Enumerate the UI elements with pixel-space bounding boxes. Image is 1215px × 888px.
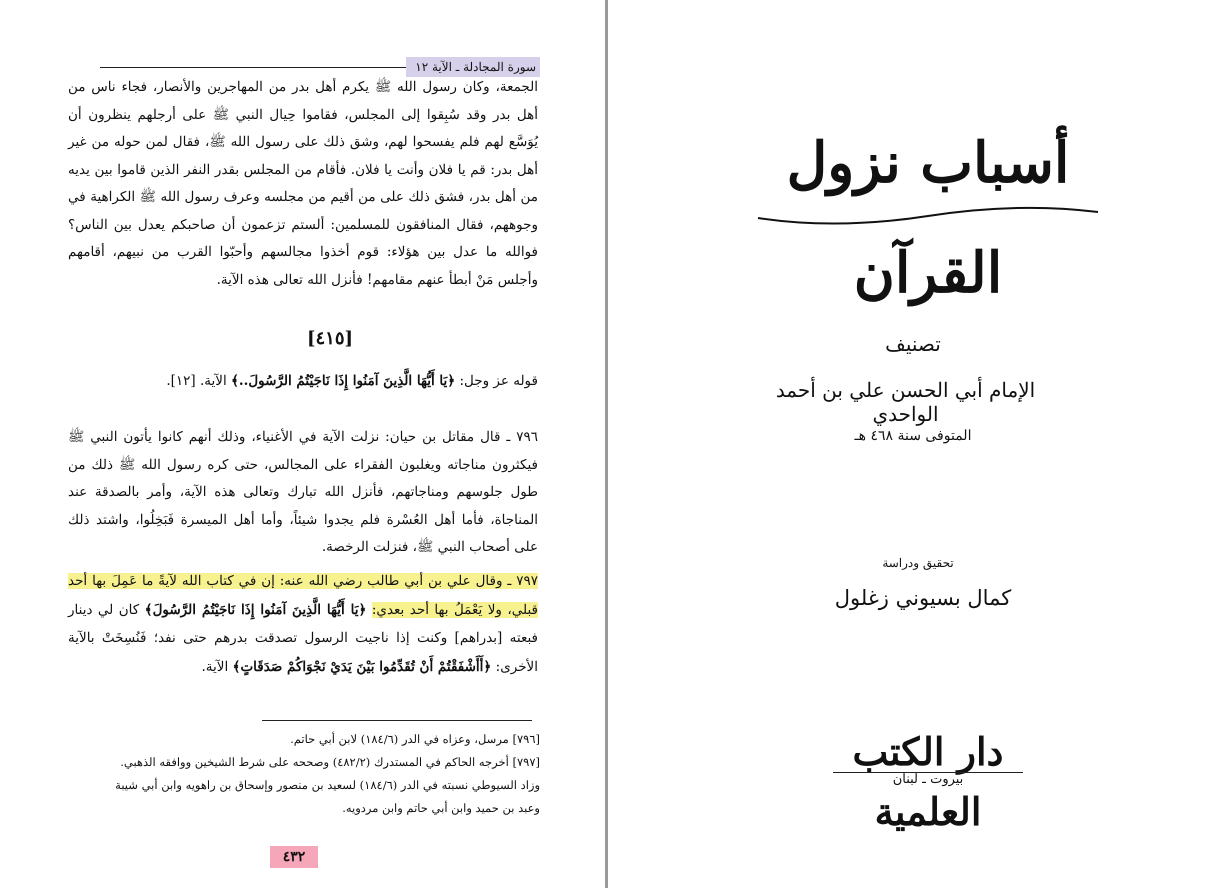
running-head: سورة المجادلة ـ الآية ١٢ xyxy=(406,57,540,77)
taalif-label: تصنيف xyxy=(885,332,941,356)
author-death-date: المتوفى سنة ٤٦٨ هـ xyxy=(854,428,972,444)
verse-2: ﴿أَأَشْفَقْتُمْ أَنْ تُقَدِّمُوا بَيْنَ يَدَيْ نَجْوَاكُمْ صَدَقَاتٍ﴾ xyxy=(232,658,492,675)
left-page xyxy=(0,0,606,888)
author-name: الإمام أبي الحسن علي بن أحمد الواحدي xyxy=(775,378,1036,426)
quote-prefix: قوله عز وجل: xyxy=(459,373,538,389)
narration-796-text: ٧٩٦ ـ قال مقاتل بن حيان: نزلت الآية في الأغنياء، وذلك أنهم كانوا يأتون النبي ﷺ فيكثرون مناجاته ويغلبون الفقراء على المجالس، حتى كره رسول الله ﷺ ذلك من طول جلوسهم ومناجاتهم، فأنزل الله تبارك وتعالى هذه الآية، وأمر بالصدقة عند المناجاة، فأما أهل العُسْرة فلم يجدوا شيئاً، وأما أهل الميسرة فَبَخِلُوا، واشتد ذلك على أصحاب النبي ﷺ، فنزلت الرخصة. xyxy=(68,429,538,555)
footnote-797-cont: وزاد السيوطي نسبته في الدر (١٨٤/٦) لسعيد بن منصور وإسحاق بن راهويه وابن أبي شيبة xyxy=(115,778,540,792)
footnote-797: [٧٩٧] أخرجه الحاكم في المستدرك (٤٨٢/٢) وصححه على شرط الشيخين ووافقه الذهبي. xyxy=(120,755,540,769)
footnote-rule xyxy=(262,720,532,721)
publisher-city: بيروت ـ لبنان xyxy=(892,772,964,787)
section-heading: [٤١٥] xyxy=(306,328,354,349)
narration-797 xyxy=(68,567,538,681)
page-number: ٤٣٢ xyxy=(270,846,318,868)
right-page xyxy=(608,0,1215,888)
highlighted-passage: ٧٩٧ ـ وقال علي بن أبي طالب رضي الله عنه: إن في كتاب الله لآيةً ما عَمِلَ بها أحد قبلي، ولا يَعْمَلُ بها أحد بعدي: xyxy=(68,573,538,618)
narration-797-text xyxy=(68,567,538,681)
quote-paragraph xyxy=(68,368,538,396)
footnote-796: [٧٩٦] مرسل، وعزاه في الدر (١٨٤/٦) لابن أبي حاتم. xyxy=(290,732,540,746)
intro-text: الجمعة، وكان رسول الله ﷺ يكرم أهل بدر من المهاجرين والأنصار، فجاء ناس من أهل بدر وقد سُبِقوا إلى المجلس، فقاموا حِيال النبي ﷺ على أرجلهم ينظرون أن يُوَسَّع لهم فلم يفسحوا لهم، وشق ذلك على رسول الله ﷺ، فقال لمن حوله من غير أهل بدر: قم يا فلان وأنت يا فلان. فأقام من المجلس بقدر النفر الذين قاموا بين يديه من أهل بدر، فشق ذلك على من أقيم من مجلسه وعرف رسول الله ﷺ الكراهية في وجوههم، فقال المنافقون للمسلمين: ألستم تزعمون أن صاحبكم يعدل بين الناس؟ فوالله ما عدل بين هؤلاء: قوم أخذوا مجالسهم وأحبّوا القرب من نبيهم، أقامهم وأجلس مَنْ أبطأ عنهم مقامهم! فأنزل الله تعالى هذه الآية. xyxy=(68,79,538,288)
footnotes xyxy=(62,728,540,820)
tahqiq-label: تحقيق ودراسة xyxy=(882,556,954,570)
publisher-logo: دار الكتب العلمية xyxy=(852,729,1004,834)
title-flourish-icon xyxy=(748,200,1108,230)
quote-line xyxy=(68,368,538,396)
footnote-797-cont2: وعبد بن حميد وابن أبي حاتم وابن مردويه. xyxy=(342,801,540,815)
quote-suffix: الآية. [١٢]. xyxy=(166,373,227,389)
verse-1: ﴿يَا أَيُّهَا الَّذِينَ آمَنُوا إِذَا نَاجَيْتُمُ الرَّسُولَ﴾ xyxy=(144,601,367,618)
narration-796 xyxy=(68,424,538,562)
intro-paragraph xyxy=(68,74,538,294)
narration-797-end: الآية. xyxy=(201,658,229,675)
quote-verse: ﴿يَا أَيُّهَا الَّذِينَ آمَنُوا إِذَا نَاجَيْتُمُ الرَّسُولَ..﴾ xyxy=(231,373,456,389)
running-head-rule xyxy=(100,67,406,68)
narration-797-rest: كان لي دينار فبعته [بدراهم] وكنت إذا ناجيت الرسول تصدقت بدرهم حتى نفد؛ فَنُسِخَتْ بالآية الأخرى: xyxy=(68,601,538,675)
editor-name: كمال بسيوني زغلول xyxy=(834,586,1012,610)
book-title: أسباب نزول القرآن xyxy=(786,130,1070,306)
